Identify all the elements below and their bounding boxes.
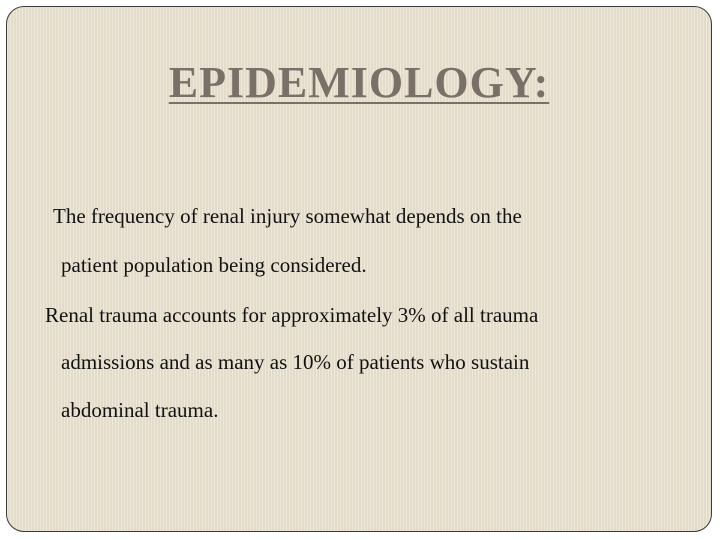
paragraph-2-line-2: admissions and as many as 10% of patients who sustain xyxy=(61,350,530,374)
paragraph-1-line-1: The frequency of renal injury somewhat depends on the xyxy=(53,204,522,228)
slide-frame xyxy=(6,6,712,532)
slide-title xyxy=(7,57,711,108)
paragraph-2-line-3: abdominal trauma. xyxy=(61,398,219,422)
slide-title-text: EPIDEMIOLOGY: xyxy=(168,58,550,107)
paragraph-1-line-2: patient population being considered. xyxy=(61,253,367,277)
paragraph-2-line-1: Renal trauma accounts for approximately 3% of all trauma xyxy=(45,303,539,327)
